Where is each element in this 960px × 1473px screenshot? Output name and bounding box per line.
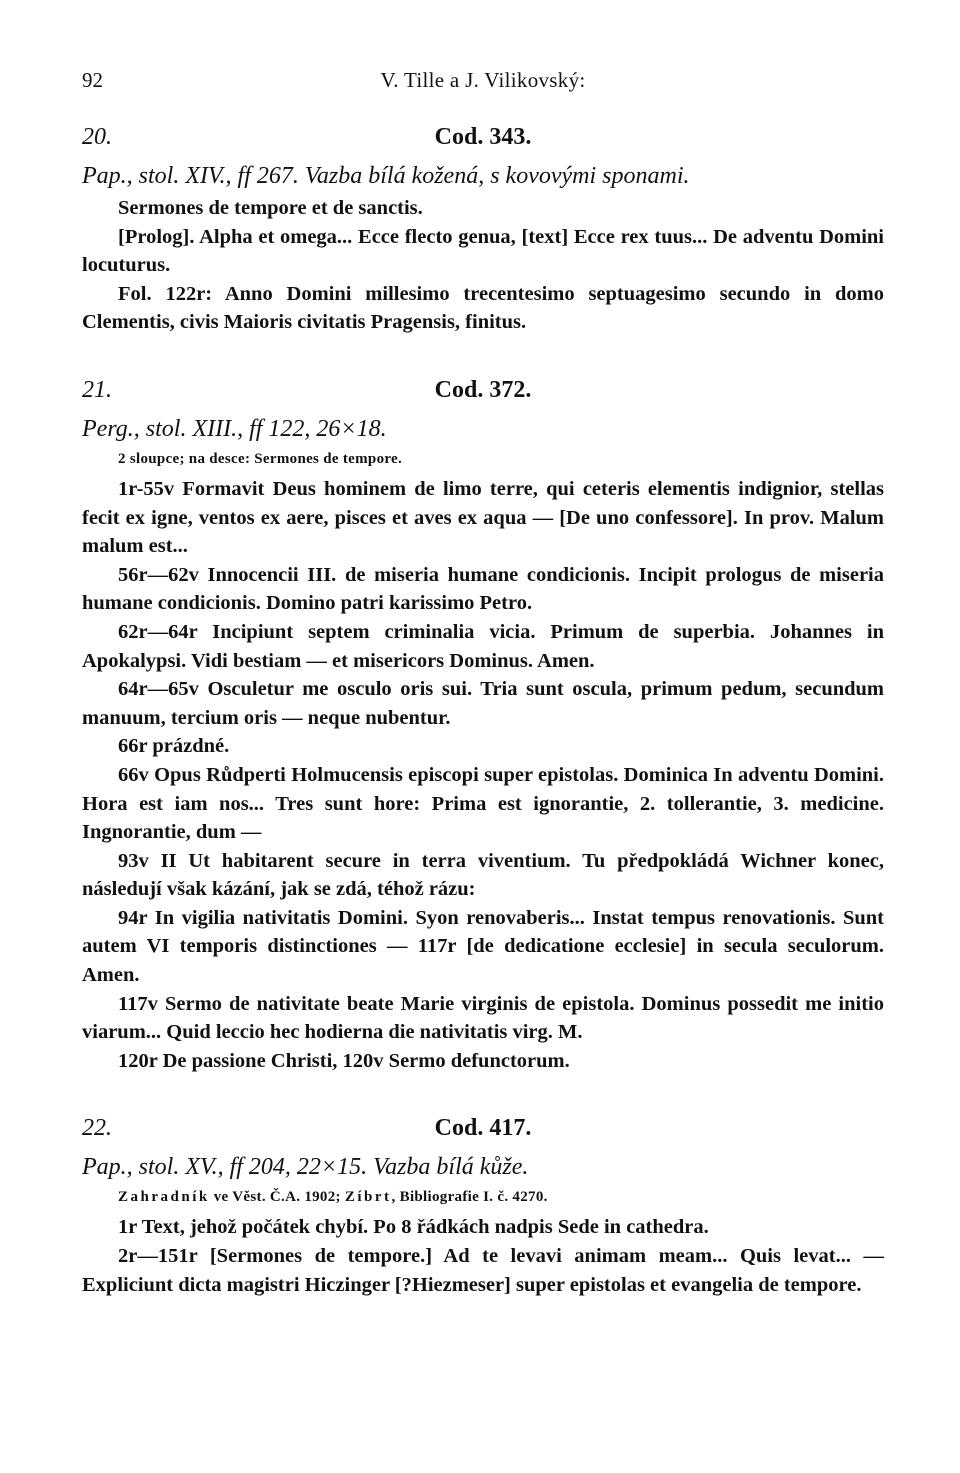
entry-paragraph: 56r—62v Innocencii III. de miseria humane condicionis. Incipit prologus de miseria humane condicionis. Domino patri karissimo Petro. (82, 563, 884, 615)
entry-note (118, 1185, 884, 1209)
entry-paragraph: 1r Text, jehož počátek chybí. Po 8 řádkách nadpis Sede in cathedra. (118, 1216, 709, 1239)
note-text: , Bibliografie I. č. 4270. (391, 1189, 548, 1206)
entry-paragraph: 62r—64r Incipiunt septem criminalia vicia. Primum de superbia. Johannes in Apokalypsi. Vidi bestiam — et misericors Dominus. Amen. (82, 620, 884, 672)
entry-description: Perg., stol. XIII., ff 122, 26×18. (82, 415, 387, 442)
entry-description: Pap., stol. XV., ff 204, 22×15. Vazba bílá kůže. (82, 1154, 529, 1181)
codex-id: Cod. 372. (434, 376, 532, 403)
note-author: Zahradník (118, 1189, 210, 1206)
entry-paragraph: 66v Opus Růdperti Holmucensis episcopi super epistolas. Dominica In adventu Domini. Hora est iam nos... Tres sunt hore: Prima est ignorantie, 2. tollerantie, 3. medicine. Ingnorantie, dum — (82, 763, 884, 844)
entry-paragraph: Sermones de tempore et de sanctis. (118, 197, 423, 219)
entry-heading (82, 1115, 884, 1151)
entry-paragraph: 94r In vigilia nativitatis Domini. Syon renovaberis... Instat tempus renovationis. Sunt autem VI temporis distinctiones — 117r [de dedicatione ecclesie] in secula seculorum. Amen. (82, 906, 884, 987)
entry-paragraph: 117v Sermo de nativitate beate Marie virginis de epistola. Dominus possedit me initio viarum... Quid leccio hec hodierna die nativitatis virg. M. (82, 992, 884, 1044)
entry-paragraph: 64r—65v Osculetur me osculo oris sui. Tria sunt oscula, primum pedum, secundum manuum, tercium oris — neque nubentur. (82, 678, 884, 729)
entry-number: 22. (82, 1115, 112, 1142)
entry-heading (82, 377, 884, 413)
catalog-entry (82, 124, 884, 337)
catalog-entry (82, 1115, 884, 1299)
entry-paragraph: 2r—151r [Sermones de tempore.] Ad te levavi animam meam... Quis levat... — Expliciunt dicta magistri Hiczinger [?Hiezmeser] super epistolas et evangelia de tempore. (82, 1245, 884, 1296)
note-text: ve Věst. Č.A. 1902; (209, 1189, 345, 1206)
entry-number: 21. (82, 376, 112, 403)
entry-paragraph: 93v II Ut habitarent secure in terra viventium. Tu předpokládá Wichner konec, následují však kázání, jak se zdá, téhož rázu: (82, 849, 884, 901)
entry-note: 2 sloupce; na desce: Sermones de tempore. (118, 450, 403, 467)
note-author: Zíbrt (344, 1189, 392, 1206)
codex-id: Cod. 417. (434, 1115, 532, 1142)
entry-description: Pap., stol. XIV., ff 267. Vazba bílá kožená, s kovovými sponami. (82, 163, 690, 189)
entry-paragraph: 1r-55v Formavit Deus hominem de limo terre, qui ceteris elementis indignior, stellas fecit ex igne, ventos ex aere, pisces et aves ex aqua — [De uno confessore]. In prov. Malum malum est... (82, 477, 884, 558)
page-header (82, 68, 884, 102)
entry-paragraph: 66r prázdné. (118, 735, 230, 758)
entry-heading (82, 124, 884, 160)
running-title: V. Tille a J. Vilikovský: (380, 68, 586, 92)
entry-paragraph: 120r De passione Christi, 120v Sermo defunctorum. (118, 1049, 570, 1072)
catalog-entry (82, 377, 884, 1075)
page-number: 92 (82, 68, 103, 92)
document-page (82, 68, 884, 1299)
codex-id: Cod. 343. (434, 124, 532, 150)
entry-paragraph: [Prolog]. Alpha et omega... Ecce flecto genua, [text] Ecce rex tuus... De adventu Domini locuturus. (82, 225, 884, 277)
entry-number: 20. (82, 124, 112, 150)
entry-paragraph: Fol. 122r: Anno Domini millesimo trecentesimo septuagesimo secundo in domo Clementis, civis Maioris civitatis Pragensis, finitus. (82, 282, 884, 334)
